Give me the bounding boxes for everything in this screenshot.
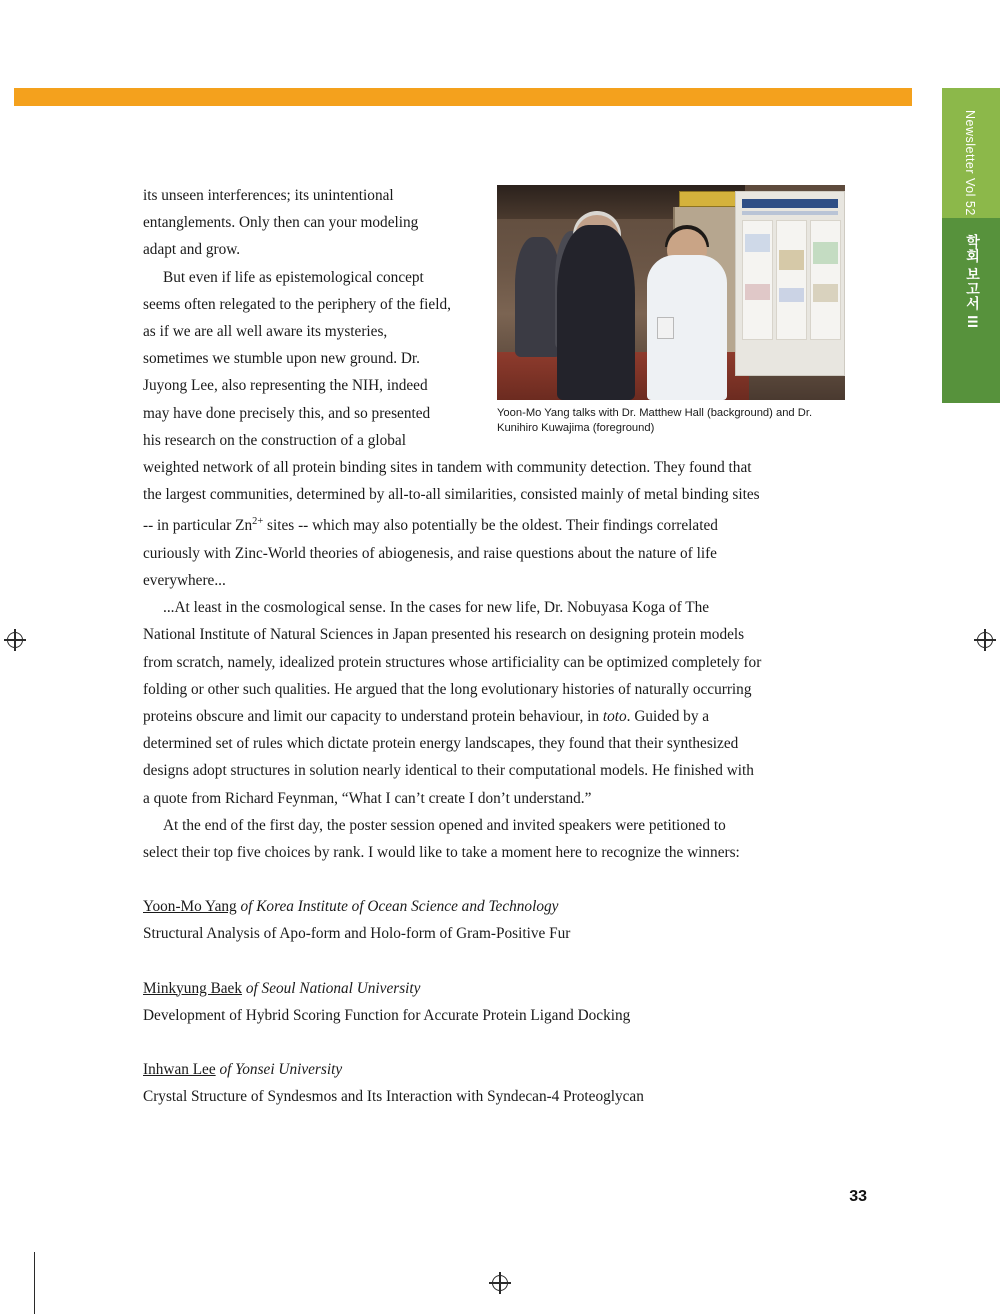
article-body bbox=[143, 182, 763, 1110]
paragraph-2-superscript: 2+ bbox=[252, 516, 264, 528]
side-tab-section-label: 학회 보고서 III bbox=[965, 234, 981, 329]
poster-column bbox=[776, 220, 807, 340]
registration-mark-icon bbox=[489, 1272, 511, 1294]
award-entry-1 bbox=[143, 893, 763, 947]
award-winner-title: Crystal Structure of Syndesmos and Its Interaction with Syndecan-4 Proteoglycan bbox=[143, 1088, 644, 1106]
paragraph-2-text-b: sites -- which may also potentially be the oldest. Their findings correlated curiously with Zinc-World theories of abiogenesis, and raise questions about the nature of life everywhere... bbox=[143, 517, 718, 589]
side-tab-volume-label: Newsletter Vol 52 bbox=[963, 110, 977, 216]
award-entry-2 bbox=[143, 975, 763, 1029]
poster-figure bbox=[779, 288, 804, 302]
poster-column bbox=[810, 220, 841, 340]
award-winner-affiliation: of Yonsei University bbox=[219, 1060, 343, 1078]
paragraph-2-text-a: But even if life as epistemological concept seems often relegated to the periphery of the field, as if we are all well aware its mysteries, sometimes we stumble upon new ground. Dr. Juyong Lee, also representing the NIH, indeed may have done precisely this, and so presented his research on the construction of a global weighted network of all protein binding sites in tandem with community detection. They found that the largest communities, determined by all-to-all similarities, consisted mainly of metal binding sites -- in particular Zn bbox=[143, 268, 760, 535]
poster-figure bbox=[813, 242, 838, 264]
poster-figure bbox=[779, 250, 804, 270]
award-winner-title: Structural Analysis of Apo-form and Holo-form of Gram-Positive Fur bbox=[143, 925, 571, 943]
award-winner-affiliation: of Seoul National University bbox=[245, 979, 421, 997]
award-winner-title: Development of Hybrid Scoring Function for Accurate Protein Ligand Docking bbox=[143, 1006, 631, 1024]
orange-header-bar bbox=[14, 88, 912, 106]
paragraph-3-text-a: ...At least in the cosmological sense. In the cases for new life, Dr. Nobuyasa Koga of The National Institute of Natural Sciences in Japan presented his research on designing protein models from scratch, namely, idealized protein structures whose artificiality can be optimized completely for folding or other such qualities. He argued that the long evolutionary histories of naturally occurring proteins obscure and limit our capacity to understand protein behaviour, in bbox=[143, 599, 762, 725]
award-winner-affiliation: of Korea Institute of Ocean Science and Technology bbox=[240, 898, 559, 916]
paragraph-3-text-b: . Guided by a determined set of rules which dictate protein energy landscapes, they found that their synthesized designs adopt structures in solution nearly identical to their computational models. He finished with a quote from Richard Feynman, “What I can’t create I don’t understand.” bbox=[143, 707, 754, 807]
figure-caption: Yoon-Mo Yang talks with Dr. Matthew Hall (background) and Dr. Kunihiro Kuwajima (foreground) bbox=[497, 407, 813, 434]
paragraph-3-italic: toto bbox=[602, 707, 627, 725]
paragraph-1: its unseen interferences; its unintentional entanglements. Only then can your modeling adapt and grow. bbox=[143, 187, 419, 259]
award-winner-name: Minkyung Baek bbox=[143, 979, 242, 997]
page-number: 33 bbox=[849, 1188, 867, 1205]
registration-mark-icon bbox=[4, 629, 26, 651]
side-tab bbox=[942, 88, 1000, 403]
paragraph-4: At the end of the first day, the poster session opened and invited speakers were petitioned to select their top five choices by rank. I would like to take a moment here to recognize the winners: bbox=[143, 816, 740, 861]
crop-mark-line bbox=[34, 1252, 35, 1314]
award-winner-name: Inhwan Lee bbox=[143, 1060, 216, 1078]
poster-figure bbox=[813, 284, 838, 302]
award-entry-3 bbox=[143, 1056, 763, 1110]
registration-mark-icon bbox=[974, 629, 996, 651]
paragraph-3 bbox=[143, 594, 763, 812]
figure-text-wrap-spacer bbox=[451, 182, 763, 450]
award-winner-name: Yoon-Mo Yang bbox=[143, 898, 237, 916]
